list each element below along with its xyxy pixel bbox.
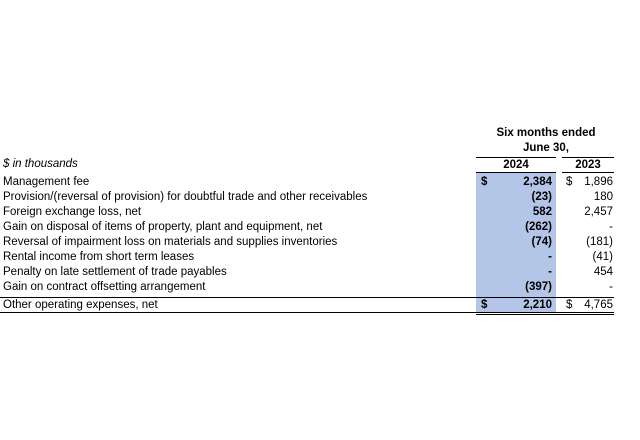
table-row: [0, 250, 640, 265]
table-row: [0, 190, 640, 205]
value-2023: 454: [593, 266, 613, 278]
value-2023: -: [609, 221, 613, 233]
row-label: Provision/(reversal of provision) for doubtful trade and other receivables: [3, 191, 368, 203]
value-2024: (74): [531, 236, 552, 248]
row-label: Rental income from short term leases: [3, 251, 195, 263]
year-2023-header: 2023: [562, 157, 614, 173]
value-2024: (262): [525, 221, 552, 233]
total-value-2023: 4,765: [584, 299, 613, 311]
value-2023: (181): [586, 236, 613, 248]
value-2023: (41): [592, 251, 613, 263]
value-2024: (23): [531, 191, 552, 203]
row-label: Gain on disposal of items of property, plant and equipment, net: [3, 221, 323, 233]
total-underline: [0, 312, 614, 313]
currency-symbol: $: [566, 299, 573, 311]
row-label: Gain on contract offsetting arrangement: [3, 281, 206, 293]
value-2023: 180: [593, 191, 613, 203]
table-row: [0, 175, 640, 190]
period-header-line1: Six months ended: [496, 127, 596, 139]
total-double-underline: [476, 314, 614, 315]
value-2024: (397): [525, 281, 552, 293]
currency-symbol: $: [481, 176, 488, 188]
period-header-line2: June 30,: [522, 142, 570, 154]
value-2024: 2,384: [523, 176, 552, 188]
value-2023: -: [609, 281, 613, 293]
value-2024: -: [548, 251, 552, 263]
row-label: Reversal of impairment loss on materials and supplies inventories: [3, 236, 338, 248]
total-row: [0, 298, 640, 313]
value-2024: -: [548, 266, 552, 278]
table-row: [0, 205, 640, 220]
currency-symbol: $: [566, 176, 573, 188]
table-row: [0, 220, 640, 235]
year-2024-header: 2024: [476, 157, 556, 173]
row-label: Foreign exchange loss, net: [3, 206, 142, 218]
row-label: Penalty on late settlement of trade payables: [3, 266, 227, 278]
row-label: Management fee: [3, 176, 90, 188]
value-2023: 1,896: [584, 176, 613, 188]
value-2023: 2,457: [584, 206, 613, 218]
value-2024: 582: [532, 206, 552, 218]
units-label: $ in thousands: [3, 158, 78, 170]
total-value-2024: 2,210: [523, 299, 552, 311]
table-row: [0, 265, 640, 280]
table-row: [0, 235, 640, 250]
table-row: [0, 280, 640, 295]
currency-symbol: $: [481, 299, 488, 311]
total-label: Other operating expenses, net: [3, 299, 158, 311]
